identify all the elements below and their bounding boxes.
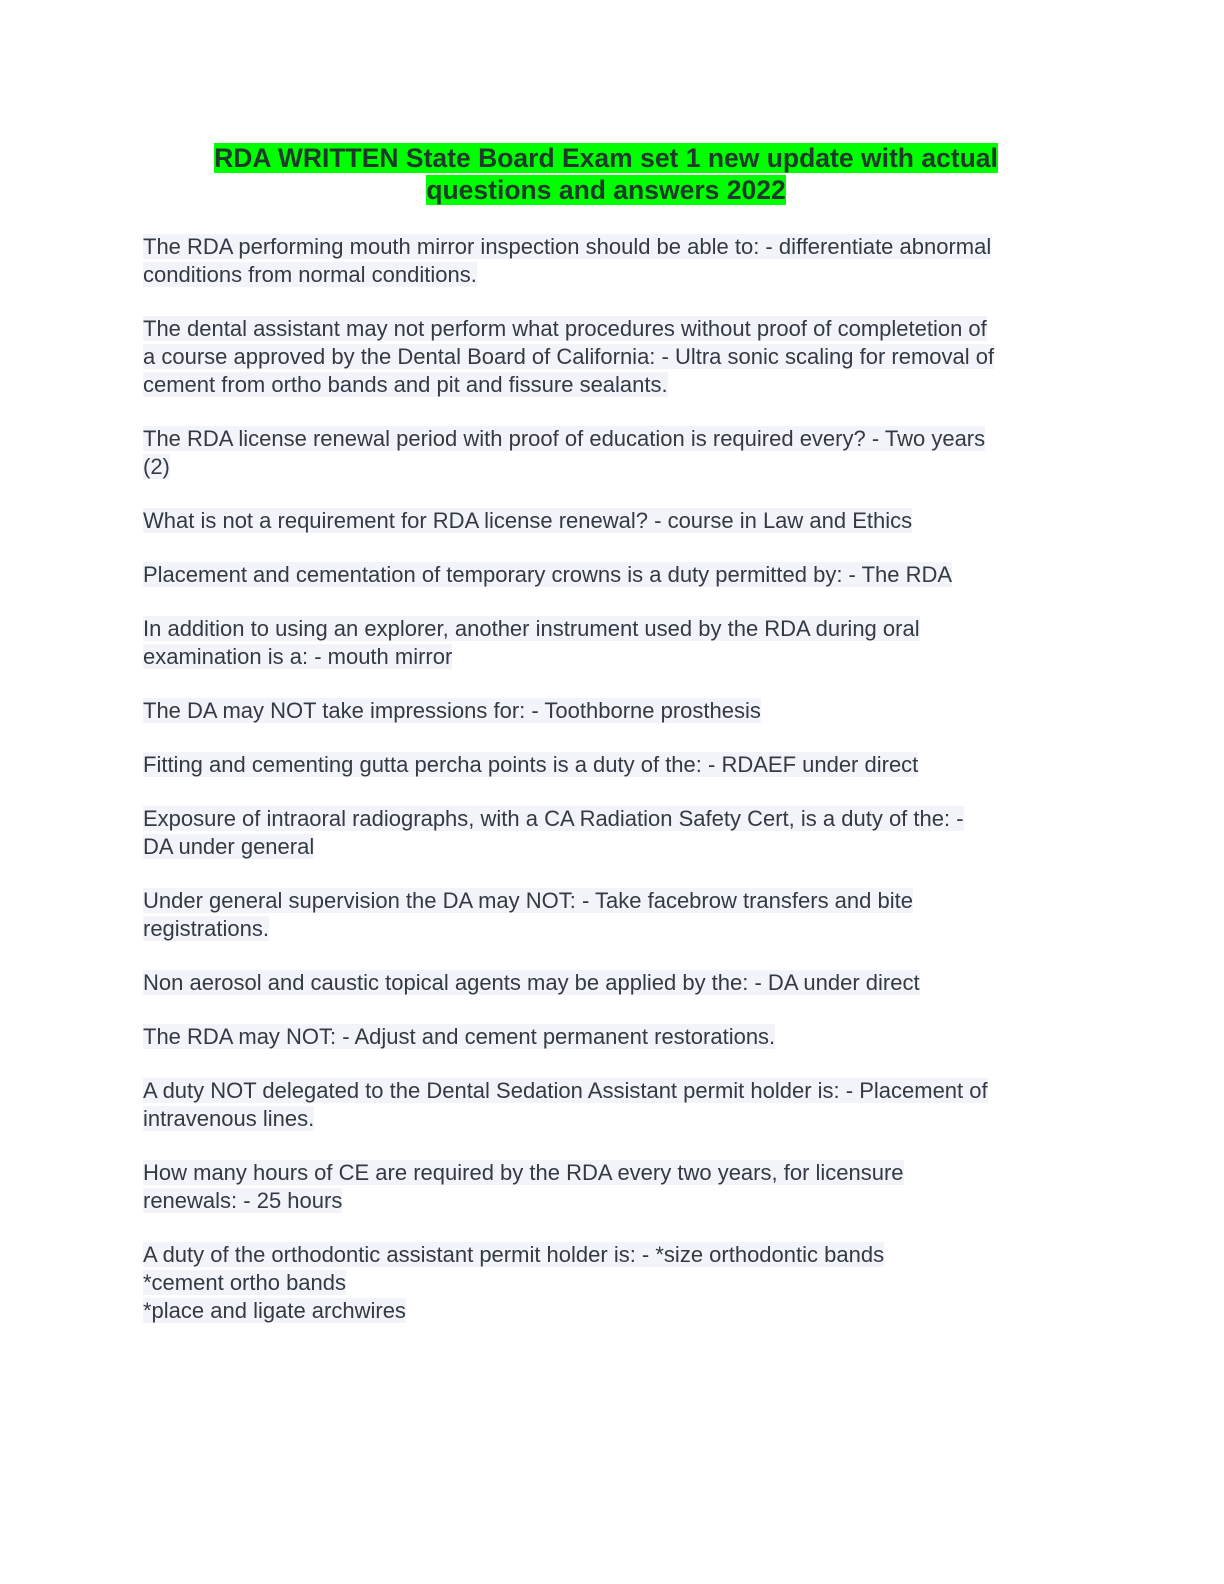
question-answer-item	[143, 805, 1103, 861]
title-line-2: questions and answers 2022	[426, 175, 786, 205]
text-line	[143, 233, 1103, 261]
text-line-content: What is not a requirement for RDA license renewal? - course in Law and Ethics	[143, 508, 913, 533]
question-answer-item	[143, 615, 1103, 671]
text-line-content: Under general supervision the DA may NOT: - Take facebrow transfers and bite	[143, 888, 913, 913]
text-line-content: The RDA performing mouth mirror inspection should be able to: - differentiate abnormal	[143, 234, 992, 259]
text-line	[143, 315, 1103, 343]
question-answer-item	[143, 969, 1103, 997]
text-line	[143, 425, 1103, 453]
question-answer-item	[143, 425, 1103, 481]
text-line	[143, 805, 1103, 833]
text-line-content: intravenous lines.	[143, 1106, 315, 1131]
text-line-content: The RDA license renewal period with proof of education is required every? - Two years	[143, 426, 986, 451]
text-line	[143, 343, 1103, 371]
question-answer-item	[143, 233, 1103, 289]
text-line	[143, 1187, 1103, 1215]
text-line	[143, 1297, 1103, 1325]
text-line	[143, 561, 1103, 589]
text-line-content: Fitting and cementing gutta percha points is a duty of the: - RDAEF under direct	[143, 752, 919, 777]
question-answer-item	[143, 561, 1103, 589]
question-answer-item	[143, 1023, 1103, 1051]
text-line-content: examination is a: - mouth mirror	[143, 644, 453, 669]
text-line-content: registrations.	[143, 916, 269, 941]
text-line	[143, 643, 1103, 671]
text-line	[143, 261, 1103, 289]
text-line	[143, 615, 1103, 643]
text-line	[143, 1159, 1103, 1187]
text-line	[143, 507, 1103, 535]
text-line-content: *cement ortho bands	[143, 1270, 347, 1295]
text-line	[143, 833, 1103, 861]
text-line	[143, 371, 1103, 399]
question-answer-item	[143, 315, 1103, 399]
text-line-content: A duty NOT delegated to the Dental Sedation Assistant permit holder is: - Placement of	[143, 1078, 988, 1103]
text-line-content: In addition to using an explorer, another instrument used by the RDA during oral	[143, 616, 920, 641]
text-line	[143, 453, 1103, 481]
text-line	[143, 1105, 1103, 1133]
text-line	[143, 751, 1103, 779]
text-line-content: DA under general	[143, 834, 315, 859]
text-line-content: a course approved by the Dental Board of California: - Ultra sonic scaling for removal of	[143, 344, 995, 369]
question-answer-item	[143, 887, 1103, 943]
text-line	[143, 887, 1103, 915]
question-answer-item	[143, 751, 1103, 779]
text-line	[143, 1077, 1103, 1105]
text-line-content: *place and ligate archwires	[143, 1298, 406, 1323]
text-line	[143, 697, 1103, 725]
text-line	[143, 1269, 1103, 1297]
text-line-content: conditions from normal conditions.	[143, 262, 477, 287]
text-line-content: How many hours of CE are required by the RDA every two years, for licensure	[143, 1160, 904, 1185]
document-title	[140, 142, 1072, 206]
question-answer-item	[143, 1077, 1103, 1133]
text-line-content: A duty of the orthodontic assistant permit holder is: - *size orthodontic bands	[143, 1242, 885, 1267]
question-answer-list	[143, 233, 1103, 1351]
text-line	[143, 915, 1103, 943]
question-answer-item	[143, 697, 1103, 725]
text-line-content: Exposure of intraoral radiographs, with a CA Radiation Safety Cert, is a duty of the: -	[143, 806, 964, 831]
text-line	[143, 969, 1103, 997]
text-line	[143, 1241, 1103, 1269]
text-line-content: The DA may NOT take impressions for: - Toothborne prosthesis	[143, 698, 761, 723]
text-line-content: renewals: - 25 hours	[143, 1188, 343, 1213]
question-answer-item	[143, 1159, 1103, 1215]
text-line	[143, 1023, 1103, 1051]
title-line-1: RDA WRITTEN State Board Exam set 1 new update with actual	[214, 143, 998, 173]
text-line-content: Non aerosol and caustic topical agents may be applied by the: - DA under direct	[143, 970, 920, 995]
text-line-content: The RDA may NOT: - Adjust and cement permanent restorations.	[143, 1024, 776, 1049]
text-line-content: cement from ortho bands and pit and fissure sealants.	[143, 372, 668, 397]
text-line-content: (2)	[143, 454, 170, 479]
text-line-content: The dental assistant may not perform what procedures without proof of completetion of	[143, 316, 987, 341]
text-line-content: Placement and cementation of temporary crowns is a duty permitted by: - The RDA	[143, 562, 953, 587]
question-answer-item	[143, 507, 1103, 535]
question-answer-item	[143, 1241, 1103, 1325]
